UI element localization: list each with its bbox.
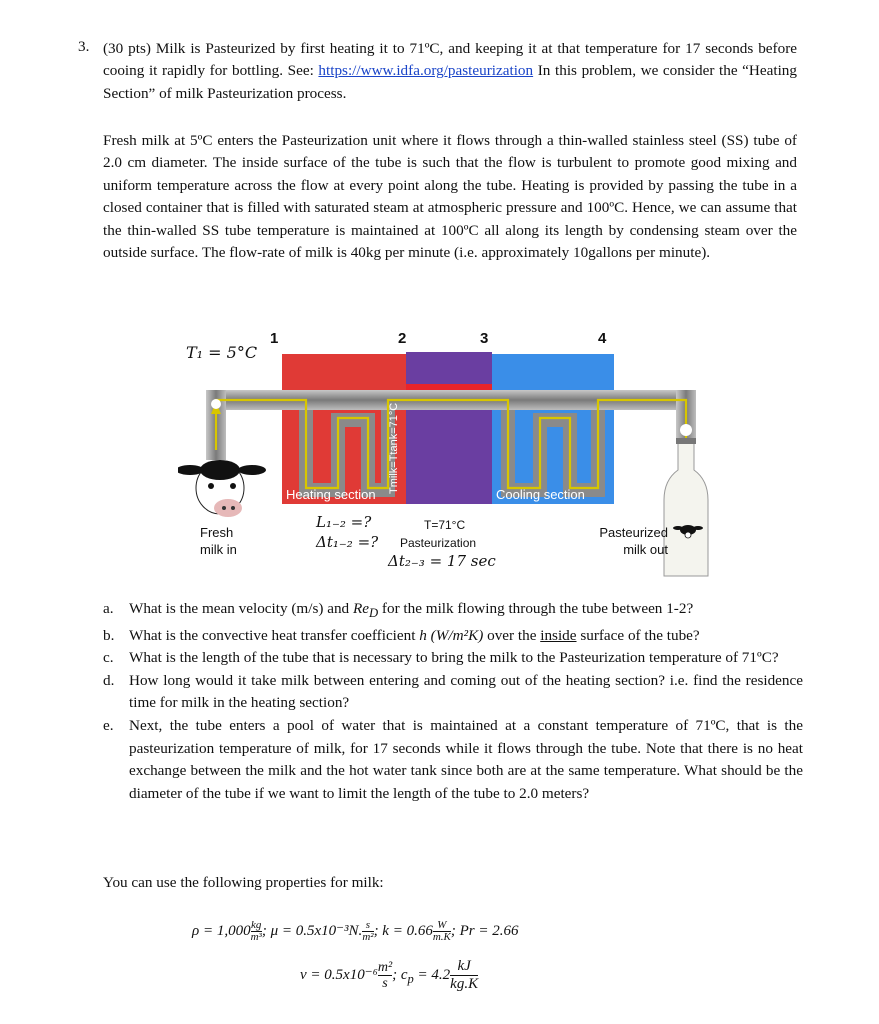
question-c bbox=[103, 647, 803, 670]
cp-unit-den: kg.K bbox=[450, 976, 479, 992]
rho-unit-den: m³ bbox=[250, 931, 262, 943]
rho-unit-num: kg bbox=[251, 919, 262, 931]
k-unit-num: W bbox=[437, 919, 447, 931]
question-e-label: e. bbox=[103, 717, 114, 734]
question-e bbox=[103, 715, 803, 805]
h-unit: (W/m²K) bbox=[430, 626, 484, 644]
cooling-section-label: Cooling section bbox=[496, 487, 585, 502]
intro-text-a: (30 pts) Milk is Pasteurized by first heating it to 71ºC, and keeping it at that temperature for 17 seconds before cooing it rapidly for bottling. See: bbox=[103, 40, 797, 80]
point-2-label: 2 bbox=[398, 330, 407, 347]
question-d-text: How long would it take milk between entering and coming out of the heating section? i.e. find the residence time for milk in the heating section? bbox=[129, 671, 803, 712]
point-1-label: 1 bbox=[270, 330, 279, 347]
time-12-label: Δt₁₋₂ =? bbox=[316, 533, 379, 551]
reynolds-symbol: Re bbox=[352, 600, 369, 617]
properties-intro: You can use the following properties for milk: bbox=[103, 874, 384, 891]
pasteurized-line2: milk out bbox=[623, 542, 668, 557]
fresh-milk-line2: milk in bbox=[200, 542, 237, 557]
question-d bbox=[103, 670, 803, 715]
inlet-temperature-label: T₁ = 5°C bbox=[186, 343, 258, 362]
length-12-label: L₁₋₂ =? bbox=[316, 513, 372, 531]
nu-value: ν = 0.5x10⁻⁶ bbox=[300, 966, 378, 983]
question-b bbox=[103, 625, 803, 648]
question-b-text-pre: What is the convective heat transfer coefficient bbox=[129, 626, 420, 644]
pasteurization-link[interactable]: https://www.idfa.org/pasteurization bbox=[318, 62, 534, 80]
pasteurization-label: Pasteurization bbox=[400, 536, 477, 550]
question-b-text-post: surface of the tube? bbox=[576, 626, 700, 644]
nu-unit-num: m² bbox=[377, 960, 393, 975]
question-b-text-mid: over the bbox=[483, 626, 541, 644]
pasteurized-line1: Pasteurized bbox=[599, 525, 668, 540]
question-e-text: Next, the tube enters a pool of water that is maintained at a constant temperature of 71ºC, that is the pasteurization temperature of milk, for 17 seconds while it flows through the tube. Note that there is no heat exchange between the milk and the hot water tank since both are at the same temperature. What should be the diameter of the tube if we want to limit the length of the tube to 2.0 meters? bbox=[129, 717, 803, 802]
pasteurization-temp-label: T=71°C bbox=[424, 518, 466, 532]
question-list bbox=[103, 598, 803, 805]
k-value: ; k = 0.66 bbox=[373, 922, 433, 939]
milk-bottle-icon bbox=[664, 438, 708, 576]
h-symbol: h bbox=[419, 626, 427, 644]
time-23-label: Δt₂₋₃ = 17 sec bbox=[388, 552, 496, 570]
k-unit-den: m.K bbox=[432, 931, 451, 943]
question-number: 3. bbox=[78, 38, 90, 55]
reynolds-subscript: D bbox=[368, 606, 379, 621]
cow-icon bbox=[178, 460, 266, 517]
question-a-text-post: for the milk flowing through the tube between 1-2? bbox=[378, 600, 694, 617]
question-b-label: b. bbox=[103, 626, 115, 644]
cp-symbol: ; c bbox=[392, 966, 408, 983]
cp-value: = 4.2 bbox=[413, 966, 451, 983]
pasteurization-diagram bbox=[178, 330, 710, 580]
cp-unit-num: kJ bbox=[457, 958, 471, 974]
inlet-drop bbox=[211, 399, 221, 409]
heating-unknowns bbox=[316, 512, 378, 552]
question-a bbox=[103, 598, 803, 625]
heating-section-label: Heating section bbox=[286, 487, 376, 502]
mu-unit-num: s bbox=[365, 919, 371, 931]
pasteurized-milk-label bbox=[590, 524, 668, 558]
pasteurization-tank bbox=[406, 352, 492, 504]
question-d-label: d. bbox=[103, 671, 115, 689]
rho-value: ρ = 1,000 bbox=[192, 922, 251, 939]
problem-intro bbox=[103, 38, 797, 105]
inside-word: inside bbox=[540, 626, 577, 644]
mu-value: ; μ = 0.5x10⁻³N. bbox=[261, 922, 363, 939]
prandtl-value: ; Pr = 2.66 bbox=[450, 922, 519, 939]
nu-unit-den: s bbox=[378, 975, 392, 991]
question-a-label: a. bbox=[103, 600, 114, 617]
property-equation-line2 bbox=[300, 958, 478, 993]
intro-text-b: In this problem, we consider the “Heating Section” of milk Pasteurization process. bbox=[103, 62, 797, 102]
problem-description: Fresh milk at 5ºC enters the Pasteurization unit where it flows through a thin-walled stainless steel (SS) tube of 2.0 cm diameter. The inside surface of the tube is such that the flow is turbulent to promote good mixing and uniform temperature across the flow at every point along the tube. Heating is provided by passing the tube in a closed container that is filled with saturated steam at atmospheric pressure and 100ºC. Hence, we can assume that the thin-walled SS tube temperature is maintained at 100ºC all along its length by condensing steam over the outside surface. The flow-rate of milk is 40kg per minute (i.e. approximately 10gallons per minute). bbox=[103, 132, 797, 262]
question-a-text-pre: What is the mean velocity (m/s) and bbox=[129, 600, 353, 617]
tank-temperature-label: Tmilk=Ttank=71°C bbox=[388, 402, 400, 494]
point-4-label: 4 bbox=[598, 330, 607, 347]
fresh-milk-label bbox=[200, 524, 237, 558]
outlet-drop bbox=[680, 424, 692, 436]
mu-unit-den: m² bbox=[362, 931, 374, 943]
question-c-label: c. bbox=[103, 649, 114, 667]
cp-subscript: p bbox=[407, 971, 414, 986]
fresh-milk-line1: Fresh bbox=[200, 525, 234, 540]
question-c-text: What is the length of the tube that is necessary to bring the milk to the Pasteurization temperature of 71ºC? bbox=[129, 649, 779, 667]
point-3-label: 3 bbox=[480, 330, 489, 347]
property-equation-line1 bbox=[192, 920, 519, 943]
